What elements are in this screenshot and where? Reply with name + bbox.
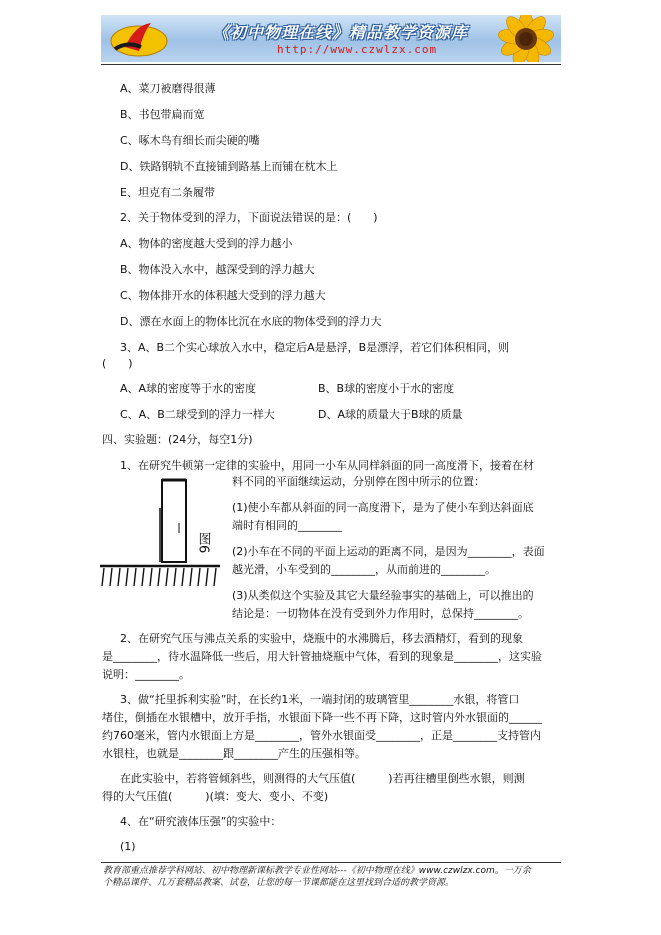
exp-1-line-1: 1、在研究牛顿第一定律的实验中，用同一小车从同样斜面的同一高度滑下，接着在材: [120, 459, 534, 472]
exp-2-line-1: 2、在研究气压与沸点关系的实验中，烧瓶中的水沸腾后，移去酒精灯，看到的现象: [120, 632, 523, 645]
question-3: 3、A、B二个实心球放入水中，稳定后A是悬浮，B是漂浮，若它们体积相同，则: [120, 341, 510, 354]
exp-1-line-2: 料不同的平面继续运动，分别停在图中所示的位置：: [232, 475, 485, 488]
exp-1-part-2-b: 越光滑，小车受到的________，从而前进的________。: [232, 563, 496, 576]
question-2: 2、关于物体受到的浮力，下面说法错误的是：( ): [120, 211, 378, 224]
exp-4-part-1: (1): [120, 840, 136, 853]
site-url[interactable]: http://www.czwlzx.com: [277, 43, 438, 56]
figure-label: 图6: [195, 532, 211, 554]
section-4-heading: 四、实验题：(24分，每空1分): [102, 433, 253, 446]
exp-1-part-1-a: (1)使小车都从斜面的同一高度滑下，是为了使小车到达斜面底: [232, 501, 534, 514]
exp-1-part-3-b: 结论是：一切物体在没有受到外力作用时，总保持________。: [232, 607, 529, 620]
experiment-figure: [100, 478, 220, 594]
header-banner: [101, 15, 561, 62]
exp-1-part-2-a: (2)小车在不同的平面上运动的距离不同，是因为________，表面: [232, 545, 545, 558]
option-d-line: D、铁路钢轨不直接铺到路基上而铺在枕木上: [120, 160, 338, 173]
q3-option-b: B、B球的密度小于水的密度: [318, 382, 455, 395]
footer-line-1: 教育部重点推荐学科网站、初中物理新课标教学专业性网站---《初中物理在线》www.czwlzx.com。一万余: [103, 866, 531, 876]
header-divider: [101, 64, 561, 65]
option-b-line: B、书包带扁而宽: [120, 108, 205, 121]
exp-1-part-3-a: (3)从类似这个实验及其它大量经验事实的基础上，可以推出的: [232, 589, 534, 602]
q2-option-c: C、物体排开水的体积越大受到的浮力越大: [120, 289, 326, 302]
exp-3-line-6: 得的大气压值( )(填：变大、变小、不变): [102, 790, 329, 803]
q3-option-c: C、A、B二球受到的浮力一样大: [120, 408, 275, 421]
exp-3-line-4: 水银柱，也就是________跟________产生的压强相等。: [102, 747, 366, 760]
q3-option-d: D、A球的质量大于B球的质量: [318, 408, 463, 421]
option-e-line: E、坦克有二条履带: [120, 186, 215, 199]
q2-option-b: B、物体没入水中，越深受到的浮力越大: [120, 263, 315, 276]
question-3-cont: ( ): [102, 357, 133, 370]
site-logo-icon: [105, 17, 171, 60]
q3-option-a: A、A球的密度等于水的密度: [120, 382, 257, 395]
exp-3-line-5: 在此实验中，若将管倾斜些，则测得的大气压值( )若再往槽里倒些水银，则测: [120, 772, 525, 785]
option-c-line: C、啄木鸟有细长而尖硬的嘴: [120, 134, 260, 147]
exp-4-heading: 4、在“研究液体压强”的实验中：: [120, 815, 282, 828]
site-title: 《初中物理在线》精品教学资源库: [213, 23, 469, 42]
footer-line-2: 个精品课件、几万套精品教案、试卷，让您的每一节课都能在这里找到合适的教学资源。: [103, 878, 455, 888]
option-a-line: A、菜刀被磨得很薄: [120, 82, 216, 95]
exp-2-line-3: 说明：________。: [102, 668, 190, 681]
exp-2-line-2: 是________，待水温降低一些后，用大针管抽烧瓶中气体，看到的现象是________，这实验: [102, 650, 542, 663]
exp-3-line-2: 堵住，倒插在水银槽中，放开手指，水银面下降一些不再下降，这时管内外水银面的______: [102, 711, 542, 724]
footer-divider: [101, 862, 561, 863]
q2-option-a: A、物体的密度越大受到的浮力越小: [120, 237, 293, 250]
sunflower-icon: [441, 15, 561, 62]
exp-3-line-1: 3、做“托里拆利实验”时，在长约1米，一端封闭的玻璃管里________水银，将管口: [120, 693, 520, 706]
exp-1-part-1-b: 端时有相同的________: [232, 519, 342, 532]
q2-option-d: D、漂在水面上的物体比沉在水底的物体受到的浮力大: [120, 315, 382, 328]
exp-3-line-3: 约760毫米，管内水银面上方是________，管外水银面受________，正是________支持管内: [102, 729, 541, 742]
